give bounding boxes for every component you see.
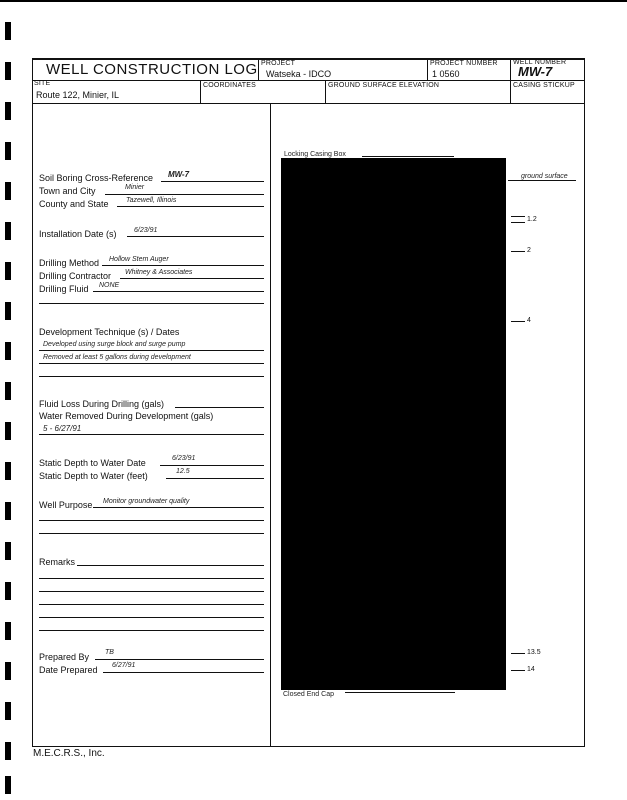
punch-hole: [5, 142, 11, 160]
remarks-line: [77, 565, 264, 566]
depth-label: 4: [527, 317, 531, 324]
depth-label: 1.2: [527, 216, 537, 223]
punch-hole: [5, 776, 11, 794]
drill-fluid-line: [93, 291, 264, 292]
end-cap-leader: [345, 692, 455, 693]
site-label: SITE: [34, 80, 51, 87]
punch-hole: [5, 382, 11, 400]
static-date-label: Static Depth to Water Date: [39, 458, 146, 468]
punch-hole: [5, 22, 11, 40]
project-number-label: PROJECT NUMBER: [430, 60, 498, 67]
punch-hole: [5, 462, 11, 480]
punch-hole: [5, 342, 11, 360]
depth-tick: [511, 251, 525, 252]
drill-contractor-label: Drilling Contractor: [39, 271, 112, 281]
site-value: Route 122, Minier, IL: [36, 90, 120, 100]
blank-line: [39, 303, 264, 304]
ground-surface-label: ground surface: [521, 173, 568, 180]
water-removed-line: [39, 434, 264, 435]
ground-elevation-label: GROUND SURFACE ELEVATION: [328, 82, 440, 89]
locking-box-leader: [362, 156, 454, 157]
dev-technique-line2: Removed at least 5 gallons during development: [43, 354, 191, 361]
depth-tick: [511, 216, 525, 217]
prepared-by-label: Prepared By: [39, 652, 90, 662]
well-purpose-line: [93, 507, 264, 508]
date-prepared-line: [103, 672, 264, 673]
header-col-divider: [427, 58, 428, 80]
prepared-by-value: TB: [105, 649, 114, 656]
depth-label: 2: [527, 247, 531, 254]
header-col-divider: [325, 80, 326, 103]
remarks-label: Remarks: [39, 557, 76, 567]
header-col-divider: [258, 58, 259, 80]
county-line: [117, 206, 264, 207]
remarks-line: [39, 604, 264, 605]
punch-hole: [5, 702, 11, 720]
fluid-loss-line: [175, 407, 264, 408]
header-row-divider: [32, 80, 585, 81]
fluid-loss-label: Fluid Loss During Drilling (gals): [39, 399, 165, 409]
punch-hole: [5, 582, 11, 600]
depth-tick: [511, 321, 525, 322]
water-removed-value: 5 - 6/27/91: [43, 424, 82, 433]
soil-boring-line: [161, 181, 264, 182]
dev-line: [39, 363, 264, 364]
punch-hole: [5, 542, 11, 560]
punch-hole: [5, 622, 11, 640]
well-purpose-line: [39, 533, 264, 534]
page-title: WELL CONSTRUCTION LOG: [46, 61, 258, 78]
install-date-value: 6/23/91: [134, 227, 158, 234]
well-number-label: WELL NUMBER: [513, 59, 567, 66]
static-depth-line: [166, 478, 264, 479]
locking-box-label: Locking Casing Box: [284, 151, 346, 158]
remarks-line: [39, 578, 264, 579]
frame-left: [32, 58, 33, 746]
punch-hole: [5, 662, 11, 680]
depth-tick: [511, 222, 525, 223]
drill-method-label: Drilling Method: [39, 258, 100, 268]
well-purpose-label: Well Purpose: [39, 500, 93, 510]
soil-boring-label: Soil Boring Cross-Reference: [39, 173, 154, 183]
dev-line: [39, 376, 264, 377]
project-value: Watseka - IDCO: [266, 69, 332, 79]
punch-hole: [5, 62, 11, 80]
drill-fluid-value: NONE: [99, 282, 120, 289]
drill-fluid-label: Drilling Fluid: [39, 284, 89, 294]
header-col-divider: [510, 58, 511, 103]
well-purpose-line: [39, 520, 264, 521]
static-depth-label: Static Depth to Water (feet): [39, 471, 148, 481]
remarks-line: [39, 617, 264, 618]
county-value: Tazewell, Illinois: [126, 197, 177, 204]
drill-method-value: Hollow Stem Auger: [109, 256, 169, 263]
company-footer: M.E.C.R.S., Inc.: [33, 748, 105, 759]
static-depth-value: 12.5: [176, 468, 190, 475]
install-date-line: [127, 236, 264, 237]
frame-bottom: [32, 746, 585, 747]
punch-hole: [5, 262, 11, 280]
soil-boring-value: MW-7: [168, 170, 190, 179]
dev-technique-label: Development Technique (s) / Dates: [39, 327, 180, 337]
closed-end-cap-label: Closed End Cap: [283, 691, 334, 698]
date-prepared-label: Date Prepared: [39, 665, 98, 675]
project-number-value: 1 0560: [432, 69, 460, 79]
dev-technique-line1: Developed using surge block and surge pump: [43, 341, 186, 348]
punch-hole: [5, 742, 11, 760]
date-prepared-value: 6/27/91: [112, 662, 136, 669]
depth-label: 13.5: [527, 649, 541, 656]
remarks-line: [39, 630, 264, 631]
body-col-divider: [270, 103, 271, 746]
coordinates-label: COORDINATES: [203, 82, 257, 89]
punch-hole: [5, 102, 11, 120]
punch-hole: [5, 182, 11, 200]
dev-line: [39, 350, 264, 351]
depth-tick: [511, 670, 525, 671]
drill-contractor-value: Whitney & Associates: [125, 269, 193, 276]
punch-hole: [5, 302, 11, 320]
drill-contractor-line: [120, 278, 264, 279]
county-label: County and State: [39, 199, 109, 209]
frame-right: [584, 58, 585, 746]
town-label: Town and City: [39, 186, 96, 196]
prepared-by-line: [95, 659, 264, 660]
static-date-line: [160, 465, 264, 466]
frame-top: [32, 58, 585, 60]
ground-surface-line: [508, 180, 576, 181]
static-date-value: 6/23/91: [172, 455, 196, 462]
punch-hole: [5, 502, 11, 520]
header-bottom: [32, 103, 585, 104]
casing-stickup-label: CASING STICKUP: [513, 82, 575, 89]
drill-method-line: [102, 265, 264, 266]
install-date-label: Installation Date (s): [39, 229, 117, 239]
project-label: PROJECT: [261, 60, 296, 67]
depth-tick: [511, 653, 525, 654]
town-value: Minier: [125, 184, 145, 191]
water-removed-label: Water Removed During Development (gals): [39, 411, 214, 421]
remarks-line: [39, 591, 264, 592]
header-col-divider: [200, 80, 201, 103]
punch-hole: [5, 222, 11, 240]
scan-top-edge: [0, 0, 627, 2]
depth-label: 14: [527, 666, 535, 673]
well-number-value: MW-7: [518, 64, 553, 79]
punch-hole: [5, 422, 11, 440]
redacted-well-diagram: [281, 158, 506, 690]
well-purpose-value: Monitor groundwater quality: [103, 498, 190, 505]
town-line: [105, 194, 264, 195]
